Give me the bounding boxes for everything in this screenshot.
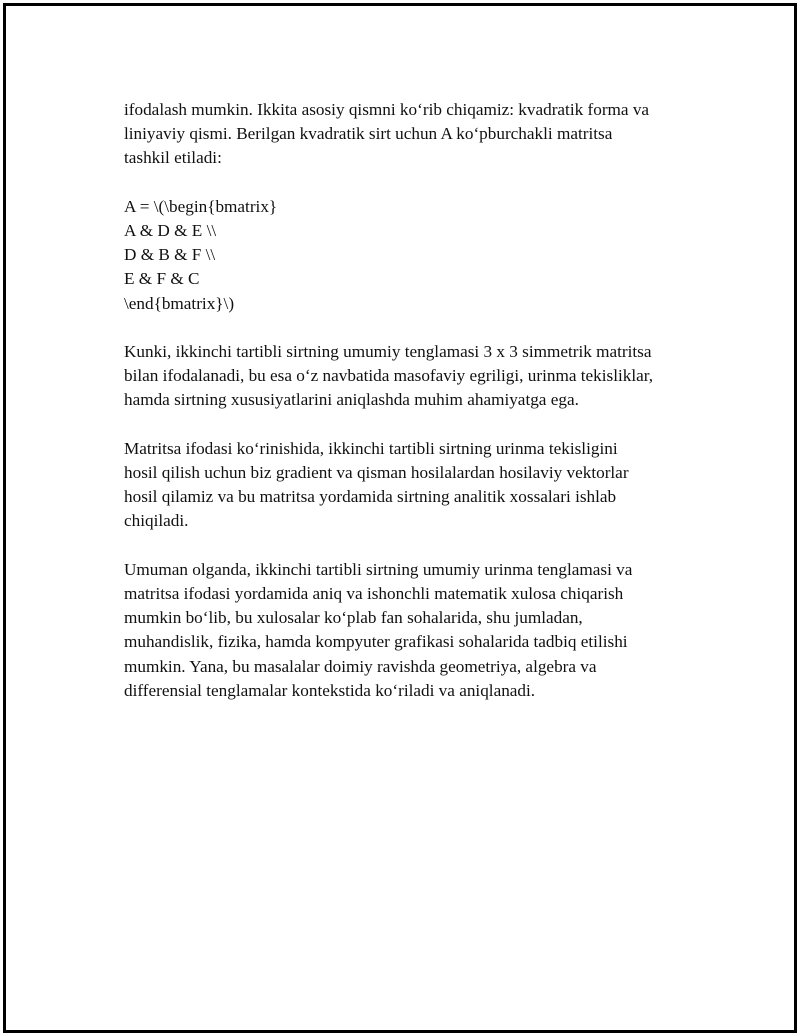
text-line: liniyaviy qismi. Berilgan kvadratik sirt uchun A ko‘pburchakli matritsa <box>124 124 613 144</box>
text-line: tashkil etiladi: <box>124 148 222 168</box>
text-line: Kunki, ikkinchi tartibli sirtning umumiy tenglamasi 3 x 3 simmetrik matritsa <box>124 342 652 361</box>
text-line: hosil qilish uchun biz gradient va qisman hosilalardan hosilaviy vektorlar <box>124 463 629 482</box>
text-line: chiqiladi. <box>124 511 189 531</box>
matrix-line: E & F & C <box>124 269 200 289</box>
paragraph-intro <box>124 98 714 171</box>
text-line: mumkin. Yana, bu masalalar doimiy ravishda geometriya, algebra va <box>124 656 597 676</box>
matrix-line: D & B & F \\ <box>124 245 216 265</box>
matrix-line: A & D & E \\ <box>124 221 217 240</box>
text-line: hamda sirtning xususiyatlarini aniqlashda muhim ahamiyatga ega. <box>124 390 579 410</box>
page-frame <box>3 3 797 1033</box>
text-line: mumkin bo‘lib, bu xulosalar ko‘plab fan sohalarida, shu jumladan, <box>124 608 583 628</box>
matrix-line: A = \(\begin{bmatrix} <box>124 196 278 216</box>
text-line: matritsa ifodasi yordamida aniq va ishonchli matematik xulosa chiqarish <box>124 584 624 603</box>
text-line: bilan ifodalanadi, bu esa o‘z navbatida masofaviy egriligi, urinma tekisliklar, <box>124 366 654 386</box>
paragraph-matrix <box>124 195 714 316</box>
text-line: Matritsa ifodasi ko‘rinishida, ikkinchi tartibli sirtning urinma tekisligini <box>124 438 618 458</box>
paragraph-conclusion <box>124 558 714 703</box>
text-line: ifodalash mumkin. Ikkita asosiy qismni ko‘rib chiqamiz: kvadratik forma va <box>124 100 650 119</box>
paragraph-matritsa <box>124 437 714 534</box>
text-line: Umuman olganda, ikkinchi tartibli sirtning umumiy urinma tenglamasi va <box>124 559 633 579</box>
text-line: differensial tenglamalar kontekstida ko‘riladi va aniqlanadi. <box>124 680 536 700</box>
document-body <box>124 98 714 727</box>
text-line: hosil qilamiz va bu matritsa yordamida sirtning analitik xossalari ishlab <box>124 487 617 507</box>
text-line: muhandislik, fizika, hamda kompyuter grafikasi sohalarida tadbiq etilishi <box>124 632 628 652</box>
matrix-line: \end{bmatrix}\) <box>124 293 235 313</box>
paragraph-kunki <box>124 340 714 413</box>
